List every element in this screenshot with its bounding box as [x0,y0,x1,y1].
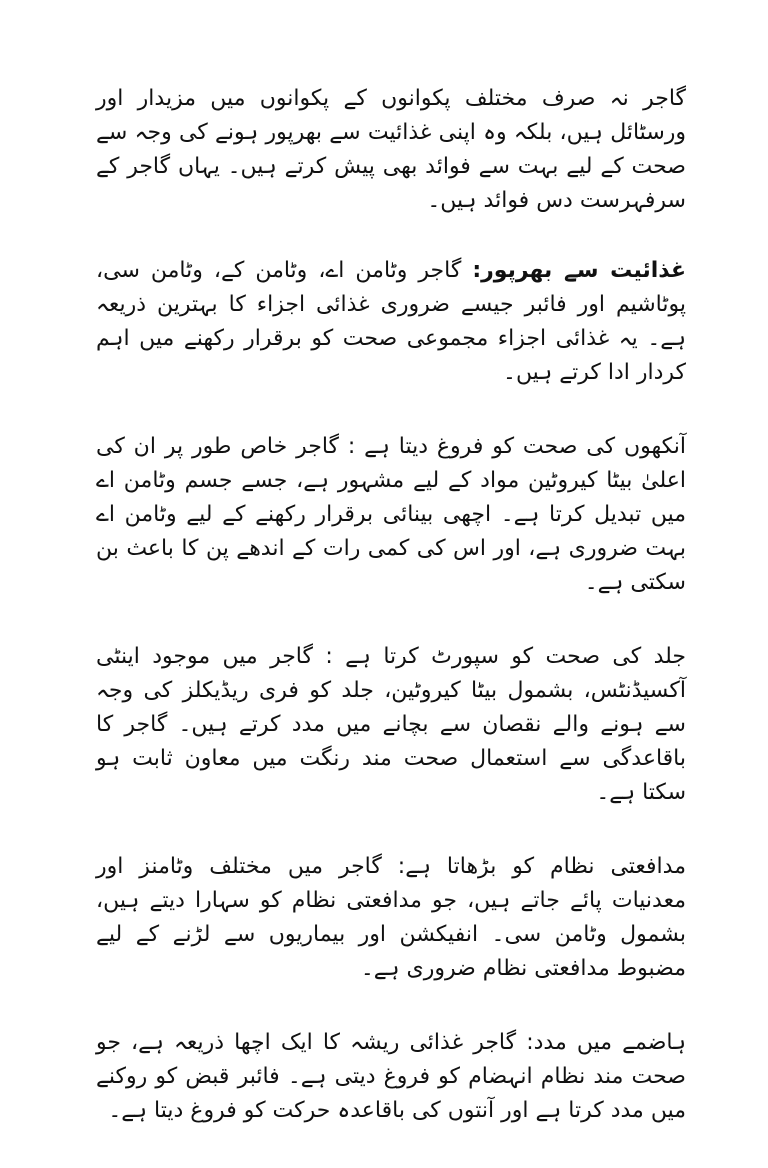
point-immune-system [96,850,686,986]
point-heading: ہاضمے میں مدد: [526,1030,686,1055]
point-body: گاجر وٹامن اے، وٹامن کے، وٹامن سی، پوٹاشیم اور فائبر جیسے ضروری غذائی اجزاء کا بہترین ذریعہ ہے۔ یہ غذائی اجزاء مجموعی صحت کو برقرار رکھنے میں اہم کردار ادا کرتے ہیں۔ [96,258,686,385]
document-page [96,82,686,1168]
point-skin-health [96,640,686,810]
point-heading: غذائیت سے بھرپور: [472,258,686,283]
point-eye-health [96,430,686,600]
point-body: گاجر غذائی ریشہ کا ایک اچھا ذریعہ ہے، جو صحت مند نظام انہضام کو فروغ دیتی ہے۔ فائبر قبض کو روکنے میں مدد کرتا ہے اور آنتوں کی باقاعدہ حرکت کو فروغ دیتا ہے۔ [96,1030,686,1123]
point-heading: مدافعتی نظام کو بڑھاتا ہے: [397,854,686,879]
intro-paragraph: گاجر نہ صرف مختلف پکوانوں کے پکوانوں میں مزیدار اور ورسٹائل ہیں، بلکہ وہ اپنی غذائیت سے بھرپور ہونے کی وجہ سے صحت کے لیے بہت سے فوائد بھی پیش کرتے ہیں۔ یہاں گاجر کے سرفہرست دس فوائد ہیں۔ [96,86,686,213]
point-body: گاجر میں مختلف وٹامنز اور معدنیات پائے جاتے ہیں، جو مدافعتی نظام کو سہارا دیتے ہیں، بشمول وٹامن سی۔ انفیکشن اور بیماریوں سے لڑنے کے لیے مضبوط مدافعتی نظام ضروری ہے۔ [96,854,686,981]
point-body: گاجر میں موجود اینٹی آکسیڈنٹس، بشمول بیٹا کیروٹین، جلد کو فری ریڈیکلز کی وجہ سے ہونے والے نقصان سے بچانے میں مدد کرتے ہیں۔ گاجر کا باقاعدگی سے استعمال صحت مند رنگت میں معاون ثابت ہو سکتا ہے۔ [96,644,686,805]
point-digestion [96,1026,686,1128]
point-heading: آنکھوں کی صحت کو فروغ دیتا ہے : [347,434,686,459]
point-nutrient-rich [96,254,686,390]
point-heading: جلد کی صحت کو سپورٹ کرتا ہے : [325,644,687,669]
point-body: گاجر خاص طور پر ان کی اعلیٰ بیٹا کیروٹین مواد کے لیے مشہور ہے، جسے جسم وٹامن اے میں تبدیل کرتا ہے۔ اچھی بینائی برقرار رکھنے کے لیے وٹامن اے بہت ضروری ہے، اور اس کی کمی رات کے اندھے پن کا باعث بن سکتی ہے۔ [96,434,686,595]
